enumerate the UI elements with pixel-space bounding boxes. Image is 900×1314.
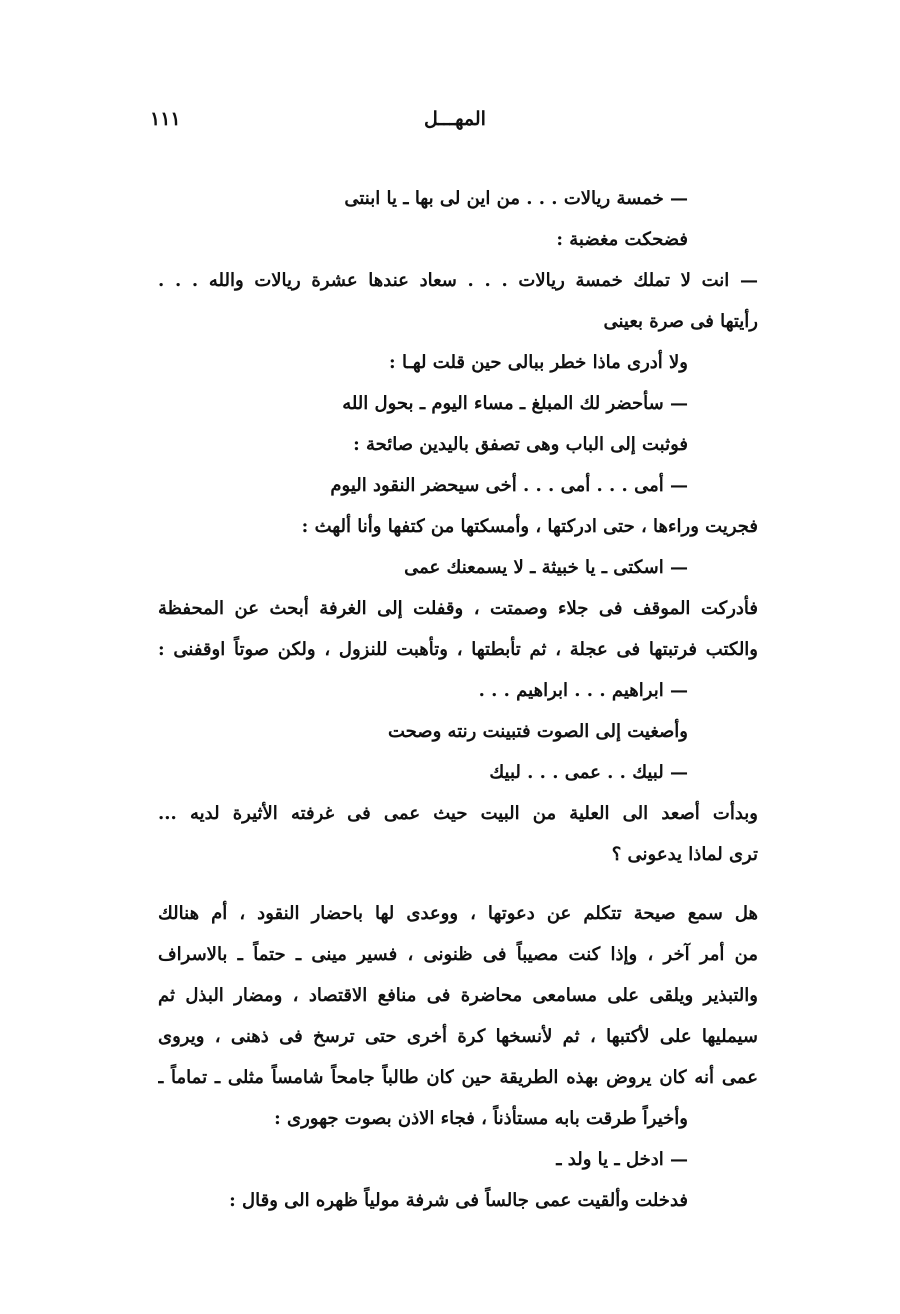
page-number: ١١١ <box>150 108 181 130</box>
text-line: — لبيك . . عمى . . . لبيك <box>489 762 688 783</box>
text-line: وأخيراً طرقت بابه مستأذناً ، فجاء الاذن بصوت جهورى : <box>274 1108 688 1129</box>
text-line: سيمليها على لأكتبها ، ثم لأنسخها كرة أخرى حتى ترسخ فى ذهنى ، ويروى <box>158 1026 758 1047</box>
text-line: ترى لماذا يدعونى ؟ <box>611 844 758 865</box>
text-line: فوثبت إلى الباب وهى تصفق باليدين صائحة : <box>353 434 688 455</box>
text-line: فأدركت الموقف فى جلاء وصمتت ، وقفلت إلى الغرفة أبحث عن المحفظة <box>158 598 758 619</box>
text-line: — أمى . . . أمى . . . أخى سيحضر النقود اليوم <box>330 475 688 496</box>
text-line: — ابراهيم . . . ابراهيم . . . <box>478 680 688 701</box>
text-line: — خمسة ريالات . . . من اين لى بها ـ يا ابنتى <box>344 188 688 209</box>
paragraph-gap <box>158 875 758 893</box>
page-header <box>150 108 750 138</box>
text-line: رأيتها فى صرة بعينى <box>603 311 758 332</box>
text-line: — انت لا تملك خمسة ريالات . . . سعاد عندها عشرة ريالات والله . . . <box>158 270 758 291</box>
text-line: عمى أنه كان يروض بهذه الطريقة حين كان طالباً جامحاً شامساً مثلى ـ تماماً ـ <box>158 1067 758 1088</box>
text-line: فدخلت وألقيت عمى جالساً فى شرفة مولياً ظهره الى وقال : <box>229 1190 688 1211</box>
text-line: وبدأت أصعد الى العلية من البيت حيث عمى فى غرفته الأثيرة لديه ... <box>158 803 758 824</box>
text-line: والكتب فرتبتها فى عجلة ، ثم تأبطتها ، وتأهبت للنزول ، ولكن صوتاً اوقفنى : <box>158 639 758 660</box>
text-line: — اسكتى ـ يا خبيثة ـ لا يسمعنك عمى <box>404 557 688 578</box>
text-line: هل سمع صيحة تتكلم عن دعوتها ، ووعدى لها باحضار النقود ، أم هنالك <box>158 903 758 924</box>
text-line: ولا أدرى ماذا خطر ببالى حين قلت لهـا : <box>389 352 688 373</box>
text-line: فجريت وراءها ، حتى ادركتها ، وأمسكتها من كتفها وأنا ألهث : <box>301 516 758 537</box>
text-line: — ادخل ـ يا ولد ـ <box>556 1149 688 1170</box>
text-line: وأصغيت إلى الصوت فتبينت رنته وصحت <box>388 721 688 742</box>
text-line: من أمر آخر ، وإذا كنت مصيباً فى ظنونى ، فسير مينى ـ حتماً ـ بالاسراف <box>158 944 758 965</box>
text-line: فضحكت مغضبة : <box>556 229 688 250</box>
running-title: المهـــل <box>424 108 486 130</box>
page-body <box>158 178 758 1221</box>
text-line: والتبذير ويلقى على مسامعى محاضرة فى منافع الاقتصاد ، ومضار البذل ثم <box>158 985 758 1006</box>
text-line: — سأحضر لك المبلغ ـ مساء اليوم ـ بحول الله <box>342 393 688 414</box>
